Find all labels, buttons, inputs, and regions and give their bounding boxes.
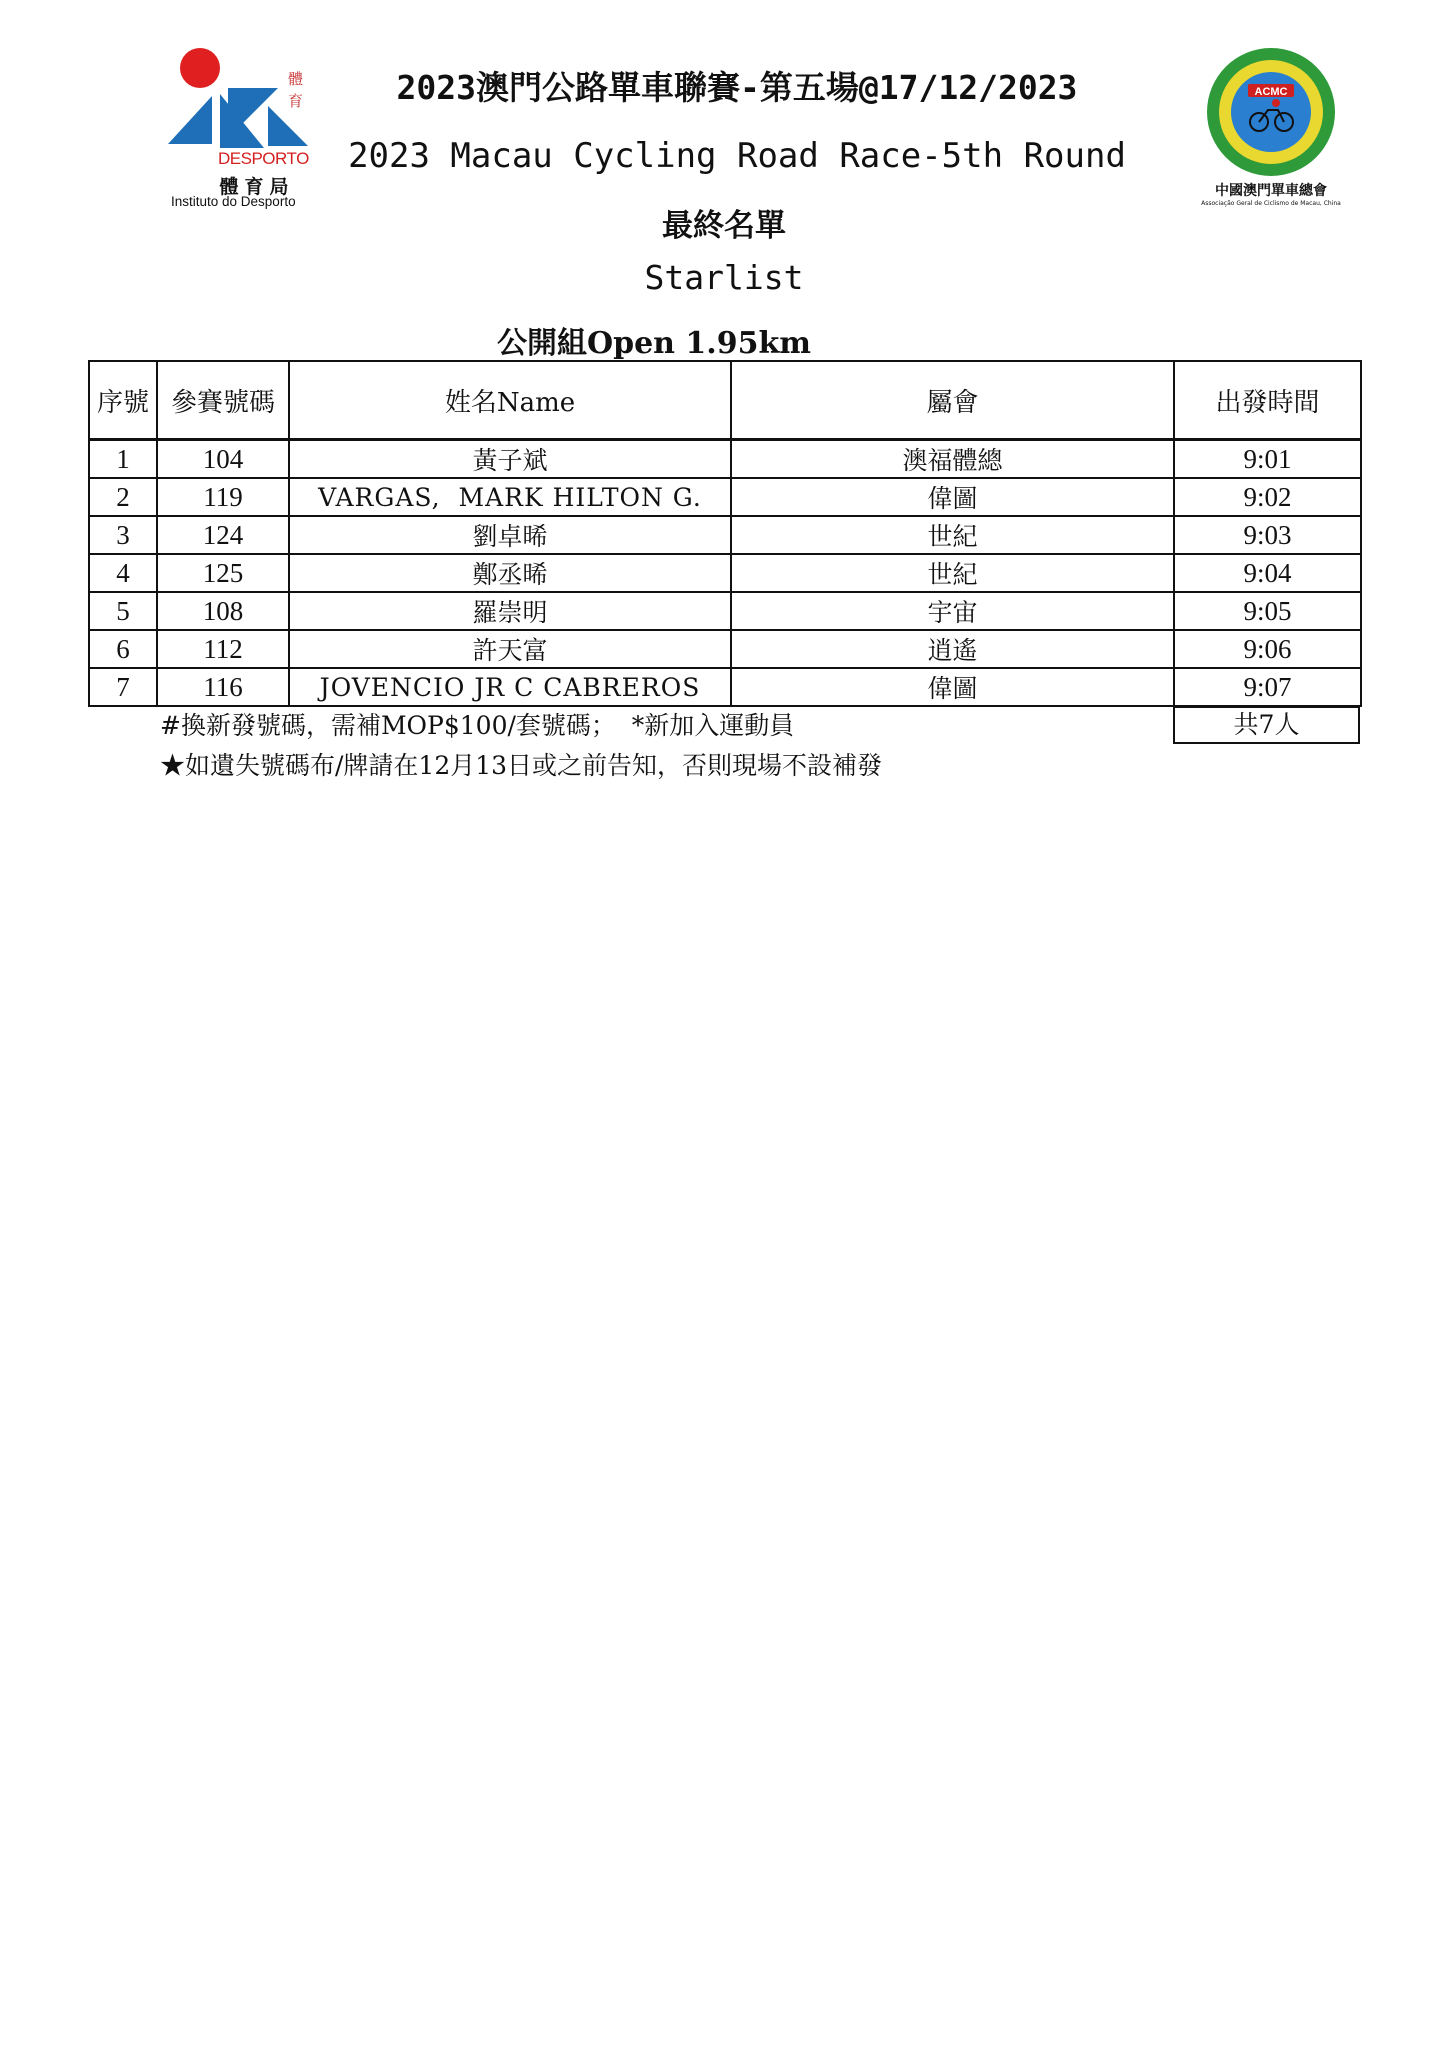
- desporto-brand-text: DESPORTO: [218, 149, 309, 168]
- startlist-table: [88, 360, 1362, 707]
- cell-seq: 1: [89, 440, 157, 479]
- cell-club: 世紀: [731, 554, 1174, 592]
- header-seq: 序號: [89, 361, 157, 440]
- cell-bib: 116: [157, 668, 289, 706]
- table-row: [89, 554, 1361, 592]
- header-club: 屬會: [731, 361, 1174, 440]
- cell-start-time: 9:02: [1174, 478, 1361, 516]
- table-row: [89, 668, 1361, 706]
- cell-seq: 3: [89, 516, 157, 554]
- table-row: [89, 440, 1361, 479]
- desporto-name-cn: 體育局: [219, 176, 295, 198]
- subtitle-cn: 最終名單: [662, 208, 786, 244]
- desporto-name-pt: Instituto do Desporto: [171, 194, 296, 209]
- cell-club: 逍遙: [731, 630, 1174, 668]
- table-row: [89, 478, 1361, 516]
- header-name: 姓名Name: [289, 361, 731, 440]
- header-start-time: 出發時間: [1174, 361, 1361, 440]
- cell-seq: 5: [89, 592, 157, 630]
- cell-start-time: 9:06: [1174, 630, 1361, 668]
- cell-name: VARGAS, MARK HILTON G.: [289, 478, 731, 516]
- acmc-emblem-icon: [1196, 44, 1346, 178]
- cell-name: 鄭丞晞: [289, 554, 731, 592]
- cell-bib: 125: [157, 554, 289, 592]
- cell-club: 宇宙: [731, 592, 1174, 630]
- desporto-vertical-text: 體育: [288, 70, 304, 110]
- cell-name: JOVENCIO JR C CABREROS: [289, 668, 731, 706]
- acmc-name-cn: 中國澳門單車總會: [1215, 183, 1327, 199]
- note-bib-replacement: #換新發號碼，需補MOP$100/套號碼； *新加入運動員: [160, 711, 795, 740]
- cell-club: 世紀: [731, 516, 1174, 554]
- cell-start-time: 9:05: [1174, 592, 1361, 630]
- subtitle-en: Starlist: [644, 258, 804, 297]
- cell-name: 黃子斌: [289, 440, 731, 479]
- cell-start-time: 9:04: [1174, 554, 1361, 592]
- cell-name: 許天富: [289, 630, 731, 668]
- acmc-badge-text: ACMC: [1254, 86, 1288, 98]
- cell-bib: 104: [157, 440, 289, 479]
- cell-bib: 112: [157, 630, 289, 668]
- cell-club: 澳福體總: [731, 440, 1174, 479]
- table-row: [89, 592, 1361, 630]
- total-count: 共7人: [1173, 706, 1360, 744]
- cell-seq: 7: [89, 668, 157, 706]
- cell-bib: 119: [157, 478, 289, 516]
- cell-seq: 4: [89, 554, 157, 592]
- header-bib: 參賽號碼: [157, 361, 289, 440]
- cell-seq: 6: [89, 630, 157, 668]
- cell-bib: 108: [157, 592, 289, 630]
- acmc-name-pt: Associação Geral de Ciclismo de Macau, China: [1201, 200, 1341, 207]
- table-row: [89, 516, 1361, 554]
- cell-bib: 124: [157, 516, 289, 554]
- cell-name: 羅崇明: [289, 592, 731, 630]
- cell-start-time: 9:01: [1174, 440, 1361, 479]
- cell-name: 劉卓晞: [289, 516, 731, 554]
- acmc-logo: [1196, 44, 1346, 214]
- title-en: 2023 Macau Cycling Road Race-5th Round: [348, 136, 1126, 176]
- table-header-row: [89, 361, 1361, 440]
- title-cn: 2023澳門公路單車聯賽-第五場@17/12/2023: [396, 68, 1078, 107]
- cell-start-time: 9:03: [1174, 516, 1361, 554]
- note-lost-bib: ★如遺失號碼布/牌請在12月13日或之前告知，否則現場不設補發: [160, 751, 883, 780]
- cell-club: 偉圖: [731, 668, 1174, 706]
- cell-start-time: 9:07: [1174, 668, 1361, 706]
- category-label: 公開組Open 1.95km: [496, 326, 812, 361]
- cell-club: 偉圖: [731, 478, 1174, 516]
- cell-seq: 2: [89, 478, 157, 516]
- table-row: [89, 630, 1361, 668]
